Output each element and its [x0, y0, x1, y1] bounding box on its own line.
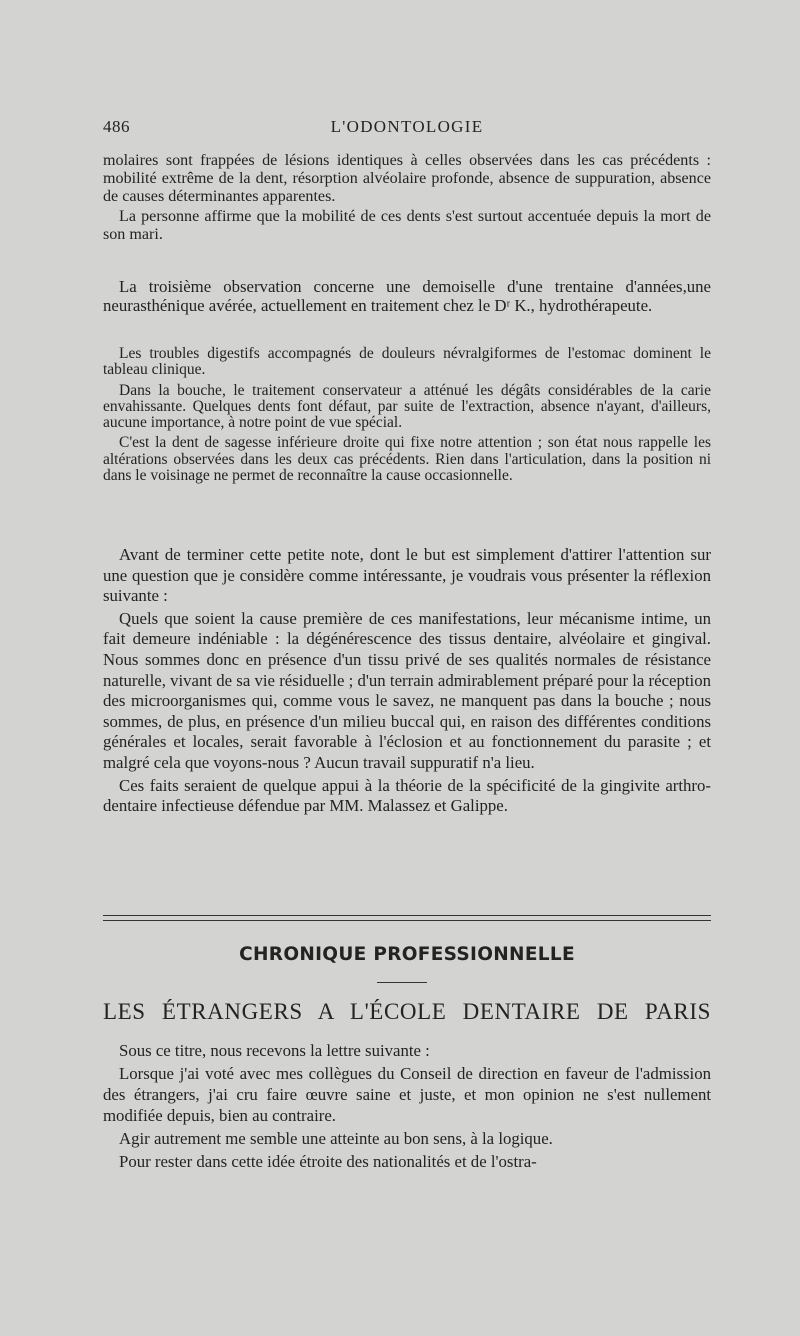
- paragraph: C'est la dent de sagesse inférieure droite qui fixe notre attention ; son état nous rappelle les altérations observées dans les deux cas précédents. Rien dans l'articulation, dans la position ni dans le voisinage ne permet de reconnaître la cause occasionnelle.: [103, 434, 711, 485]
- paragraph-block-5: [103, 1040, 711, 1172]
- paragraph: Les troubles digestifs accompagnés de douleurs névralgiformes de l'estomac dominent le tableau clinique.: [103, 345, 711, 379]
- paragraph: Ces faits seraient de quelque appui à la théorie de la spécificité de la gingivite arthro-dentaire infectieuse défendue par MM. Malassez et Galippe.: [103, 775, 711, 816]
- running-header: [103, 117, 711, 143]
- paragraph: Pour rester dans cette idée étroite des nationalités et de l'ostra-: [119, 1152, 537, 1171]
- paragraph: Avant de terminer cette petite note, dont le but est simplement d'attirer l'attention sur une question que je considère comme intéressante, je voudrais vous présenter la réflexion suivante :: [103, 545, 711, 606]
- article-title: LES ÉTRANGERS A L'ÉCOLE DENTAIRE DE PARIS: [103, 999, 711, 1024]
- paragraph-block-4: [103, 545, 711, 817]
- paragraph: Dans la bouche, le traitement conservateur a atténué les dégâts considérables de la carie envahissante. Quelques dents font défaut, par suite de l'extraction, absence n'ayant, d'ailleurs, aucune importance, à notre point de vue spécial.: [103, 381, 711, 432]
- paragraph: Agir autrement me semble une atteinte au bon sens, à la logique.: [119, 1129, 553, 1148]
- running-title: L'ODONTOLOGIE: [330, 117, 484, 136]
- paragraph-block-3: [103, 346, 711, 484]
- double-rule-bottom: [103, 920, 711, 921]
- page-number: 486: [103, 117, 130, 136]
- paragraph: Sous ce titre, nous recevons la lettre suivante :: [119, 1041, 430, 1060]
- paragraph-block-1: [103, 152, 711, 244]
- paragraph: Lorsque j'ai voté avec mes collègues du Conseil de direction en faveur de l'admission des étrangers, j'ai cru faire œuvre saine et juste, et mon opinion ne s'est nullement modifiée depuis, bien au contraire.: [103, 1064, 711, 1125]
- paragraph: Quels que soient la cause première de ces manifestations, leur mécanisme intime, un fait demeure indéniable : la dégénérescence des tissus dentaire, alvéolaire et gingival. Nous sommes donc en présence d'un tissu privé de ses qualités normales de résistance naturelle, vivant de sa vie résiduelle ; d'un terrain admirablement préparé pour la réception des microorganismes qui, comme vous le savez, ne manquent pas dans la bouche ; nous sommes, de plus, en présence d'un milieu buccal qui, en raison des différentes conditions générales et locales, serait favorable à l'éclosion et au fonctionnement du parasite ; et malgré cela que voyons-nous ? Aucun travail suppuratif n'a lieu.: [103, 608, 711, 772]
- paragraph: molaires sont frappées de lésions identiques à celles observées dans les cas précédents : mobilité extrême de la dent, résorption alvéolaire profonde, absence de suppuration, absence de causes déterminantes apparentes.: [103, 152, 711, 205]
- double-rule-top: [103, 915, 711, 916]
- paragraph: La troisième observation concerne une demoiselle d'une trentaine d'années,une neurasthénique avérée, actuellement en traitement chez le Dʳ K., hydrothérapeute.: [103, 277, 711, 316]
- paragraph: La personne affirme que la mobilité de ces dents s'est surtout accentuée depuis la mort de son mari.: [103, 208, 711, 244]
- section-title: CHRONIQUE PROFESSIONNELLE: [239, 944, 575, 965]
- paragraph-block-2: [103, 277, 711, 316]
- title-divider: [377, 982, 427, 983]
